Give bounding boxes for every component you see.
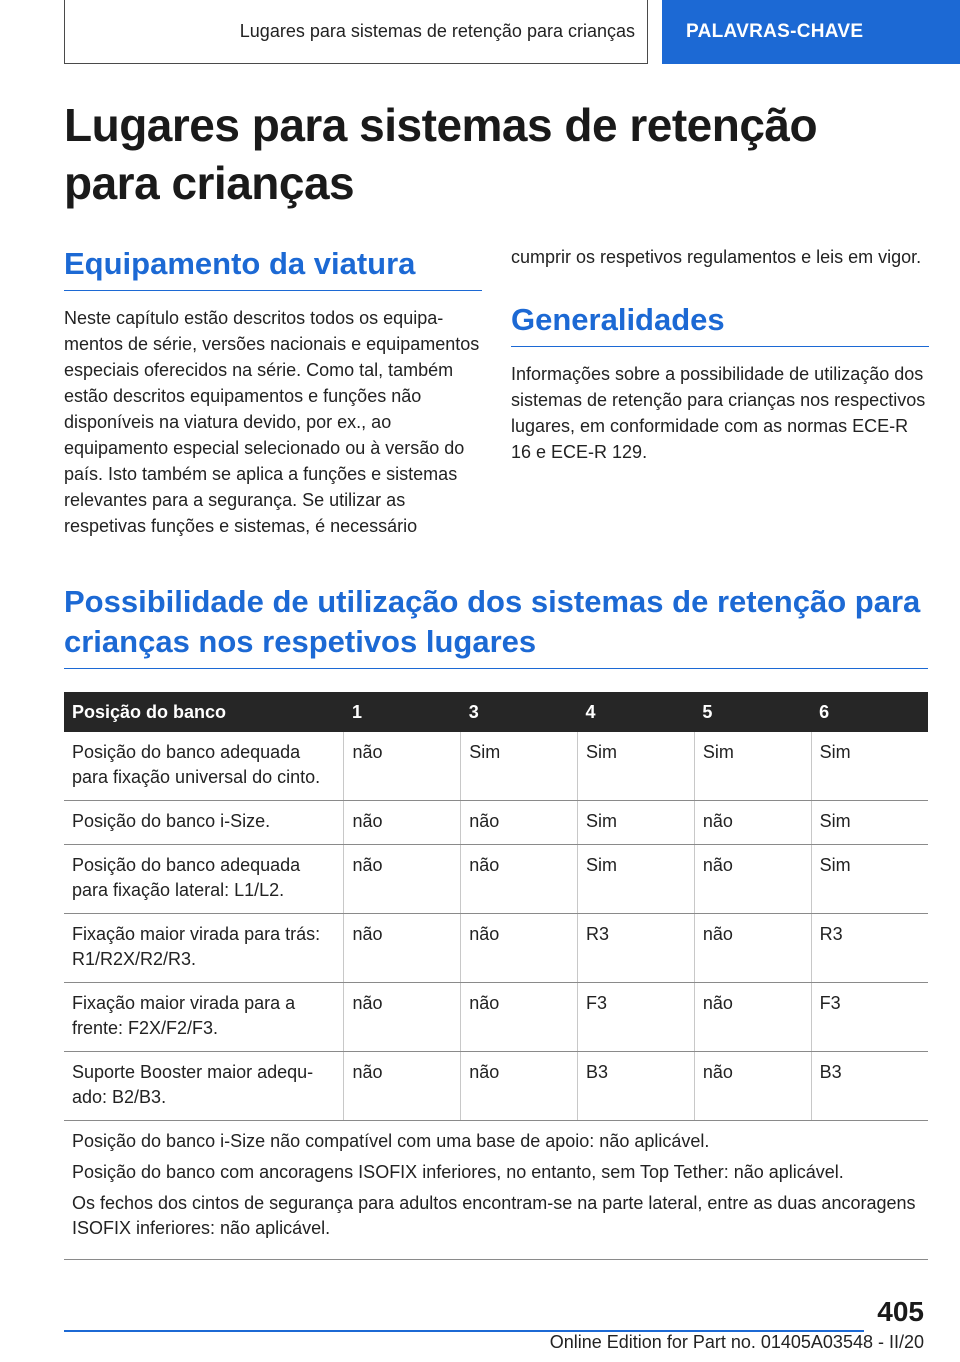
table-cell: R3	[578, 914, 695, 983]
table-header-cell: 3	[461, 692, 578, 732]
table-cell: não	[461, 801, 578, 845]
table-header-cell: 1	[344, 692, 461, 732]
table-cell: Sim	[811, 845, 928, 914]
table-cell: não	[694, 983, 811, 1052]
table-cell: não	[344, 845, 461, 914]
table-cell: Posição do banco adequada para fixação universal do cinto.	[64, 732, 344, 801]
table-cell: não	[344, 732, 461, 801]
table-cell: não	[461, 914, 578, 983]
table-cell: Sim	[578, 801, 695, 845]
table-cell: não	[461, 983, 578, 1052]
right-column	[511, 244, 929, 465]
section-heading-general: Generalidades	[511, 300, 929, 347]
table-note: Posição do banco i-Size não compatível com uma base de apoio: não aplicável.	[72, 1131, 710, 1151]
table-cell: Sim	[578, 845, 695, 914]
table-cell: B3	[578, 1052, 695, 1121]
table-row	[64, 845, 928, 914]
table-cell: F3	[811, 983, 928, 1052]
table-cell: Posição do banco adequada para fixação lateral: L1/L2.	[64, 845, 344, 914]
table-note: Posição do banco com ancoragens ISOFIX inferiores, no entanto, sem Top Tether: não aplicável.	[72, 1162, 844, 1182]
section-heading-equipment: Equipamento da viatura	[64, 244, 482, 291]
table-row	[64, 1052, 928, 1121]
table-cell: não	[694, 914, 811, 983]
table-cell: não	[344, 801, 461, 845]
table-cell: Sim	[461, 732, 578, 801]
table-cell: não	[461, 845, 578, 914]
table-cell: R3	[811, 914, 928, 983]
edition-footer: Online Edition for Part no. 01405A03548 - II/20	[549, 1332, 924, 1352]
table-cell: Sim	[811, 732, 928, 801]
table-row	[64, 732, 928, 801]
table-cell: não	[344, 914, 461, 983]
table-row	[64, 801, 928, 845]
table-cell: não	[344, 1052, 461, 1121]
table-cell: não	[694, 845, 811, 914]
general-paragraph: Informações sobre a possibilidade de utilização dos sistemas de retenção para crianças nos respectivos lugares, em conformidade com as normas ECE-R 16 e ECE-R 129.	[511, 364, 926, 462]
chapter-title: Lugares para sistemas de retenção para crianças	[239, 21, 635, 41]
page-title: Lugares para sistemas de retenção para crianças	[64, 99, 818, 209]
table-header-cell: 6	[811, 692, 928, 732]
table-cell: Sim	[578, 732, 695, 801]
page-number: 405	[877, 1296, 924, 1327]
running-header	[64, 0, 648, 64]
table-cell: Fixação maior virada para trás: R1/R2X/R2/R3.	[64, 914, 344, 983]
table-cell: não	[694, 801, 811, 845]
table-cell: Posição do banco i-Size.	[64, 801, 344, 845]
table-notes-cell	[64, 1121, 928, 1260]
table-cell: Fixação maior virada para a frente: F2X/F2/F3.	[64, 983, 344, 1052]
seat-position-table	[64, 692, 928, 1260]
equipment-paragraph: Neste capítulo estão descritos todos os equipamentos de série, versões nacionais e equipamentos especiais oferecidos na série. Como tal, também estão descritos equipamentos e funções não disponíveis na viatura devido, por ex., ao equipamento especial selecionado ou à versão do país. Isto também se aplica a funções e sistemas relevantes para a segurança. Se utilizar as respetivas funções e sistemas, é necessário	[64, 308, 480, 536]
keywords-tab-label: PALAVRAS-CHAVE	[686, 21, 864, 42]
table-row	[64, 914, 928, 983]
table-cell: B3	[811, 1052, 928, 1121]
table-header-cell: 4	[578, 692, 695, 732]
left-column	[64, 244, 482, 539]
table-notes-row	[64, 1121, 928, 1260]
table-cell: Suporte Booster maior adequado: B2/B3.	[64, 1052, 344, 1121]
section-heading-usage: Possibilidade de utilização dos sistemas de retenção para crianças nos respetivos lugares	[64, 582, 928, 669]
table-cell: não	[694, 1052, 811, 1121]
table-cell: F3	[578, 983, 695, 1052]
keywords-tab[interactable]	[662, 0, 960, 64]
table-header-row	[64, 692, 928, 732]
table-cell: Sim	[811, 801, 928, 845]
table-note: Os fechos dos cintos de segurança para adultos encontram-se na parte lateral, entre as duas ancoragens ISOFIX inferiores: não aplicável.	[72, 1193, 916, 1238]
table-cell: Sim	[694, 732, 811, 801]
table-cell: não	[344, 983, 461, 1052]
equipment-paragraph-continued: cumprir os respetivos regulamentos e leis em vigor.	[511, 247, 922, 267]
table-row	[64, 983, 928, 1052]
table-header-cell: 5	[694, 692, 811, 732]
table-header-cell: Posição do banco	[64, 692, 344, 732]
table-cell: não	[461, 1052, 578, 1121]
